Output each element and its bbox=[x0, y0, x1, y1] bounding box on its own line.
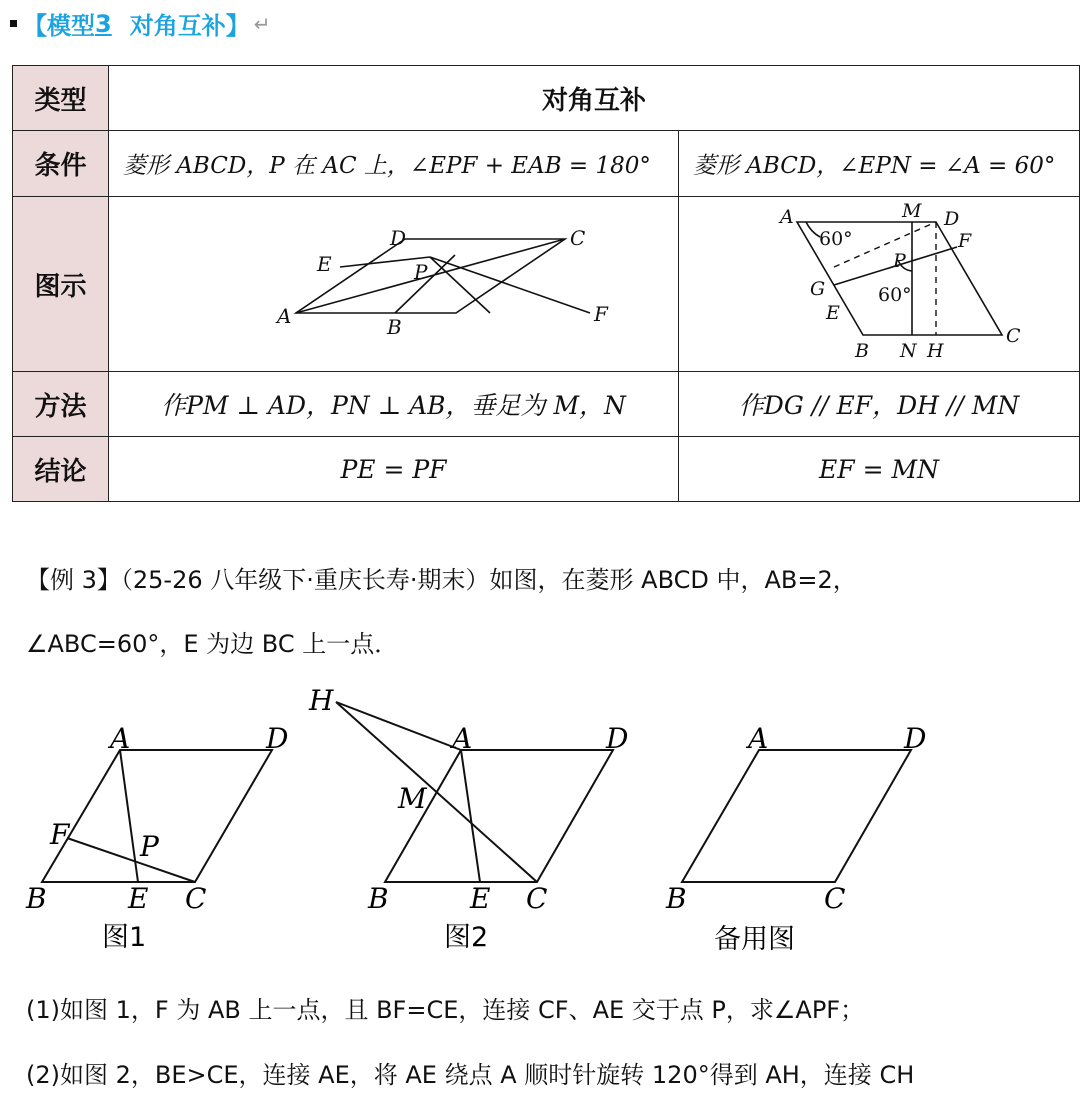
label-E: E bbox=[316, 252, 332, 276]
fig2-label-B: B bbox=[368, 882, 389, 915]
example-line-1: 【例 3】（25-26 八年级下·重庆长寿·期末）如图，在菱形 ABCD 中，AB=2， bbox=[26, 566, 857, 594]
fig1-label-F: F bbox=[50, 818, 70, 851]
example-line-2: ∠ABC=60°，E 为边 BC 上一点． bbox=[26, 630, 399, 658]
label-C: C bbox=[569, 226, 585, 250]
row-type bbox=[13, 66, 1080, 131]
return-icon: ↵ bbox=[253, 11, 271, 36]
bullet-icon bbox=[10, 20, 17, 27]
type-value: 对角互补 bbox=[109, 66, 1080, 131]
fig1-caption: 图1 bbox=[102, 922, 147, 953]
fig2-caption: 图2 bbox=[444, 922, 489, 953]
label-angle-A: 60° bbox=[818, 228, 853, 250]
label-condition: 条件 bbox=[13, 131, 109, 197]
label-H: H bbox=[926, 340, 944, 362]
row-condition bbox=[13, 131, 1080, 197]
fig1-label-E: E bbox=[128, 882, 149, 915]
label-B: B bbox=[386, 315, 402, 339]
conclusion-left: PE = PF bbox=[109, 437, 679, 502]
label-method: 方法 bbox=[13, 372, 109, 437]
fig1-label-D: D bbox=[266, 722, 289, 755]
row-figure bbox=[13, 197, 1080, 372]
figure-right-cell bbox=[679, 197, 1080, 372]
method-left: 作PM ⊥ AD，PN ⊥ AB，垂足为 M，N bbox=[109, 372, 679, 437]
question-2: (2)如图 2，BE>CE，连接 AE，将 AE 绕点 A 顺时针旋转 120°得到 AH，连接 CH bbox=[26, 1061, 915, 1089]
fig3-caption: 备用图 bbox=[714, 924, 795, 955]
label-A: A bbox=[779, 206, 794, 228]
example-figures bbox=[0, 680, 1080, 960]
label-F: F bbox=[593, 302, 608, 326]
fig1-label-C: C bbox=[185, 882, 207, 915]
fig1-label-A: A bbox=[110, 722, 131, 755]
figure-right-diagram bbox=[680, 197, 1079, 367]
fig2-label-H: H bbox=[309, 684, 334, 717]
fig1-label-B: B bbox=[26, 882, 47, 915]
row-method bbox=[13, 372, 1080, 437]
model-table bbox=[12, 65, 1080, 502]
label-N: N bbox=[899, 340, 917, 362]
fig2-label-A: A bbox=[452, 722, 473, 755]
label-D: D bbox=[389, 226, 406, 250]
condition-left: 菱形 ABCD，P 在 AC 上，∠EPF + EAB = 180° bbox=[109, 131, 679, 197]
label-B: B bbox=[854, 340, 869, 362]
fig3-label-D: D bbox=[904, 722, 927, 755]
condition-right: 菱形 ABCD，∠EPN = ∠A = 60° bbox=[679, 131, 1080, 197]
fig3-label-C: C bbox=[824, 882, 846, 915]
label-conclusion: 结论 bbox=[13, 437, 109, 502]
label-C: C bbox=[1005, 325, 1021, 347]
header-number: 3 bbox=[95, 9, 112, 38]
row-conclusion bbox=[13, 437, 1080, 502]
question-1: (1)如图 1，F 为 AB 上一点，且 BF=CE，连接 CF、AE 交于点 P，求∠APF； bbox=[26, 996, 865, 1024]
fig2-label-E: E bbox=[470, 882, 491, 915]
header-prefix: 【模型 bbox=[23, 12, 95, 40]
fig2-label-C: C bbox=[526, 882, 548, 915]
label-figure: 图示 bbox=[13, 197, 109, 372]
conclusion-right: EF = MN bbox=[679, 437, 1080, 502]
fig1-label-P: P bbox=[140, 830, 159, 863]
fig3-label-A: A bbox=[748, 722, 769, 755]
figure-left-diagram bbox=[110, 197, 678, 367]
fig2-label-D: D bbox=[606, 722, 629, 755]
label-A: A bbox=[276, 304, 291, 328]
label-P: P bbox=[413, 260, 427, 284]
figure-left-cell bbox=[109, 197, 679, 372]
fig3-label-B: B bbox=[666, 882, 687, 915]
label-angle-P: 60° bbox=[877, 284, 912, 306]
label-F: F bbox=[957, 230, 971, 252]
fig2-label-M: M bbox=[398, 782, 427, 815]
header-title: 对角互补】 bbox=[129, 12, 250, 40]
label-M: M bbox=[901, 200, 921, 222]
label-P: P bbox=[892, 250, 906, 272]
label-D: D bbox=[943, 208, 959, 230]
label-E: E bbox=[825, 302, 840, 324]
model-header bbox=[10, 6, 270, 41]
label-G: G bbox=[809, 278, 825, 300]
method-right: 作DG // EF，DH // MN bbox=[679, 372, 1080, 437]
label-type: 类型 bbox=[13, 66, 109, 131]
